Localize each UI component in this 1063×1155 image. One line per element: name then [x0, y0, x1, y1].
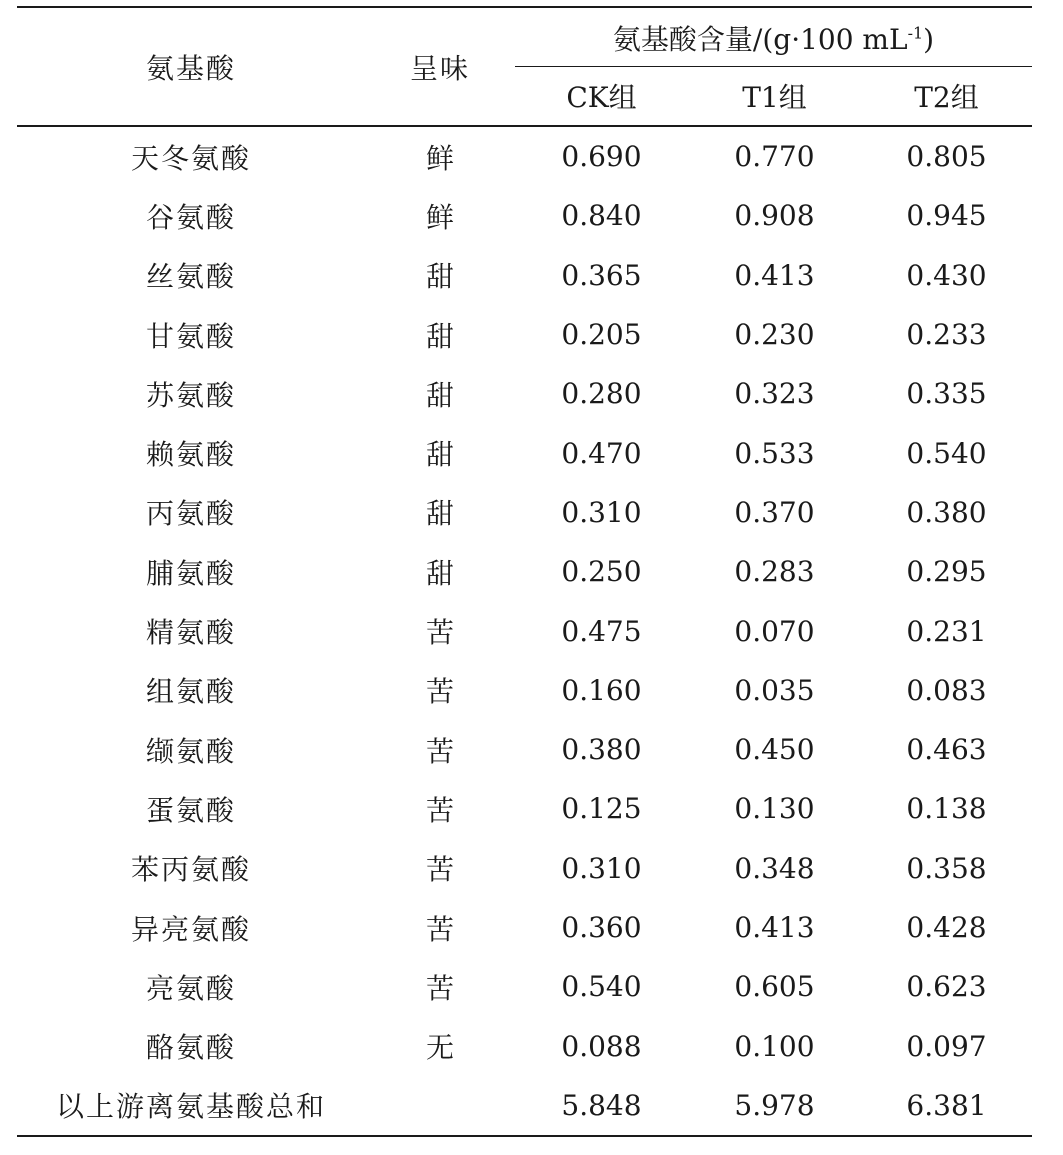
cell-taste: 苦 — [425, 734, 454, 768]
cell-t2: 0.540 — [906, 436, 987, 470]
cell-t1: 0.130 — [734, 792, 815, 826]
cell-ck: 0.310 — [561, 851, 642, 885]
cell-taste: 甜 — [425, 556, 454, 590]
cell-amino-acid: 丙氨酸 — [145, 497, 236, 531]
table-row — [17, 126, 1032, 186]
cell-taste: 鲜 — [425, 200, 454, 234]
table-row — [17, 898, 1032, 957]
cell-t1: 0.323 — [734, 377, 815, 411]
cell-taste: 苦 — [425, 971, 454, 1005]
cell-amino-acid: 精氨酸 — [145, 616, 236, 650]
table-row — [17, 957, 1032, 1016]
cell-ck: 0.690 — [561, 140, 642, 174]
table-row-total — [17, 1076, 1032, 1136]
amino-acid-table — [17, 6, 1032, 1137]
cell-ck: 0.310 — [561, 495, 642, 529]
cell-t1: 0.070 — [734, 614, 815, 648]
table-row — [17, 186, 1032, 245]
cell-amino-acid: 天冬氨酸 — [130, 141, 251, 175]
cell-t1: 0.230 — [734, 318, 815, 352]
cell-amino-acid: 苯丙氨酸 — [130, 853, 251, 887]
cell-t1: 0.908 — [734, 199, 815, 233]
cell-t2: 0.358 — [906, 851, 987, 885]
table-row — [17, 246, 1032, 305]
cell-ck: 0.160 — [561, 673, 642, 707]
cell-t2: 0.295 — [906, 555, 987, 589]
cell-t1: 0.283 — [734, 555, 815, 589]
cell-ck: 5.848 — [515, 1076, 688, 1136]
table-row — [17, 779, 1032, 838]
cell-taste: 苦 — [425, 616, 454, 650]
cell-t1: 5.978 — [688, 1076, 861, 1136]
cell-amino-acid: 苏氨酸 — [145, 378, 236, 412]
cell-amino-acid: 赖氨酸 — [145, 438, 236, 472]
cell-ck: 0.360 — [561, 911, 642, 944]
cell-t1: 0.035 — [734, 673, 815, 707]
cell-taste — [365, 1076, 515, 1136]
cell-t2: 0.233 — [906, 318, 987, 352]
cell-t1: 0.450 — [734, 733, 815, 767]
cell-taste: 苦 — [425, 912, 454, 946]
header-t1-group: T1组 — [688, 67, 861, 126]
header-ck-group: CK组 — [515, 67, 688, 126]
table-header — [17, 7, 1032, 126]
table-row — [17, 839, 1032, 898]
cell-amino-acid: 组氨酸 — [145, 675, 236, 709]
header-t2-group: T2组 — [861, 67, 1032, 126]
cell-ck: 0.475 — [561, 614, 642, 648]
cell-ck: 0.250 — [561, 555, 642, 589]
cell-taste: 苦 — [425, 853, 454, 887]
cell-t1: 0.348 — [734, 851, 815, 885]
cell-t2: 0.380 — [906, 495, 987, 529]
table-row — [17, 483, 1032, 542]
header-amino-acid: 氨基酸 — [17, 7, 365, 126]
table-row — [17, 423, 1032, 482]
cell-t1: 0.370 — [734, 495, 815, 529]
cell-t1: 0.533 — [734, 436, 815, 470]
cell-t2: 0.428 — [906, 911, 987, 944]
table-row — [17, 1016, 1032, 1075]
cell-ck: 0.125 — [561, 792, 642, 826]
table-row — [17, 305, 1032, 364]
header-content-suffix: ) — [923, 22, 935, 56]
cell-taste: 苦 — [425, 675, 454, 709]
cell-ck: 0.280 — [561, 377, 642, 411]
cell-taste: 甜 — [425, 438, 454, 472]
table-body — [17, 126, 1032, 1136]
table-row — [17, 364, 1032, 423]
table-row — [17, 601, 1032, 660]
table-row — [17, 542, 1032, 601]
table-row — [17, 661, 1032, 720]
cell-t2: 0.335 — [906, 377, 987, 411]
cell-total-label: 以上游离氨基酸总和 — [17, 1076, 365, 1136]
cell-taste: 苦 — [425, 793, 454, 827]
cell-ck: 0.205 — [561, 318, 642, 352]
header-taste: 呈味 — [365, 7, 515, 126]
cell-t2: 0.945 — [906, 199, 987, 233]
cell-taste: 甜 — [425, 497, 454, 531]
header-content-unit — [613, 18, 934, 58]
cell-t1: 0.413 — [734, 911, 815, 944]
cell-t2: 0.805 — [906, 140, 987, 174]
cell-t2: 0.430 — [906, 258, 987, 292]
cell-t2: 0.463 — [906, 733, 987, 767]
cell-amino-acid: 蛋氨酸 — [145, 793, 236, 827]
cell-t1: 0.100 — [734, 1029, 815, 1063]
cell-taste: 甜 — [425, 319, 454, 353]
cell-t1: 0.770 — [734, 140, 815, 174]
header-content-sup: -1 — [907, 23, 924, 43]
cell-amino-acid: 酪氨酸 — [145, 1031, 236, 1065]
cell-amino-acid: 丝氨酸 — [145, 260, 236, 294]
cell-amino-acid: 谷氨酸 — [145, 200, 236, 234]
cell-t1: 0.413 — [734, 258, 815, 292]
cell-t2: 0.231 — [906, 614, 987, 648]
header-content-group — [515, 7, 1032, 67]
cell-ck: 0.380 — [561, 733, 642, 767]
cell-amino-acid: 异亮氨酸 — [130, 912, 251, 946]
cell-taste: 甜 — [425, 260, 454, 294]
cell-amino-acid: 脯氨酸 — [145, 556, 236, 590]
cell-taste: 无 — [425, 1031, 454, 1065]
cell-amino-acid: 缬氨酸 — [145, 734, 236, 768]
cell-ck: 0.088 — [561, 1029, 642, 1063]
cell-t1: 0.605 — [734, 970, 815, 1004]
cell-amino-acid: 甘氨酸 — [145, 319, 236, 353]
cell-amino-acid: 亮氨酸 — [145, 971, 236, 1005]
cell-t2: 0.083 — [906, 673, 987, 707]
cell-t2: 0.623 — [906, 970, 987, 1004]
header-content-prefix: 氨基酸含量/(g·100 mL — [612, 22, 908, 56]
cell-ck: 0.840 — [561, 199, 642, 233]
cell-ck: 0.540 — [561, 970, 642, 1004]
cell-ck: 0.470 — [561, 436, 642, 470]
cell-taste: 鲜 — [425, 141, 454, 175]
cell-taste: 甜 — [425, 378, 454, 412]
cell-t2: 6.381 — [861, 1076, 1032, 1136]
amino-acid-table-container — [17, 6, 1032, 1137]
cell-ck: 0.365 — [561, 258, 642, 292]
cell-t2: 0.097 — [906, 1029, 987, 1063]
cell-t2: 0.138 — [906, 792, 987, 826]
table-row — [17, 720, 1032, 779]
